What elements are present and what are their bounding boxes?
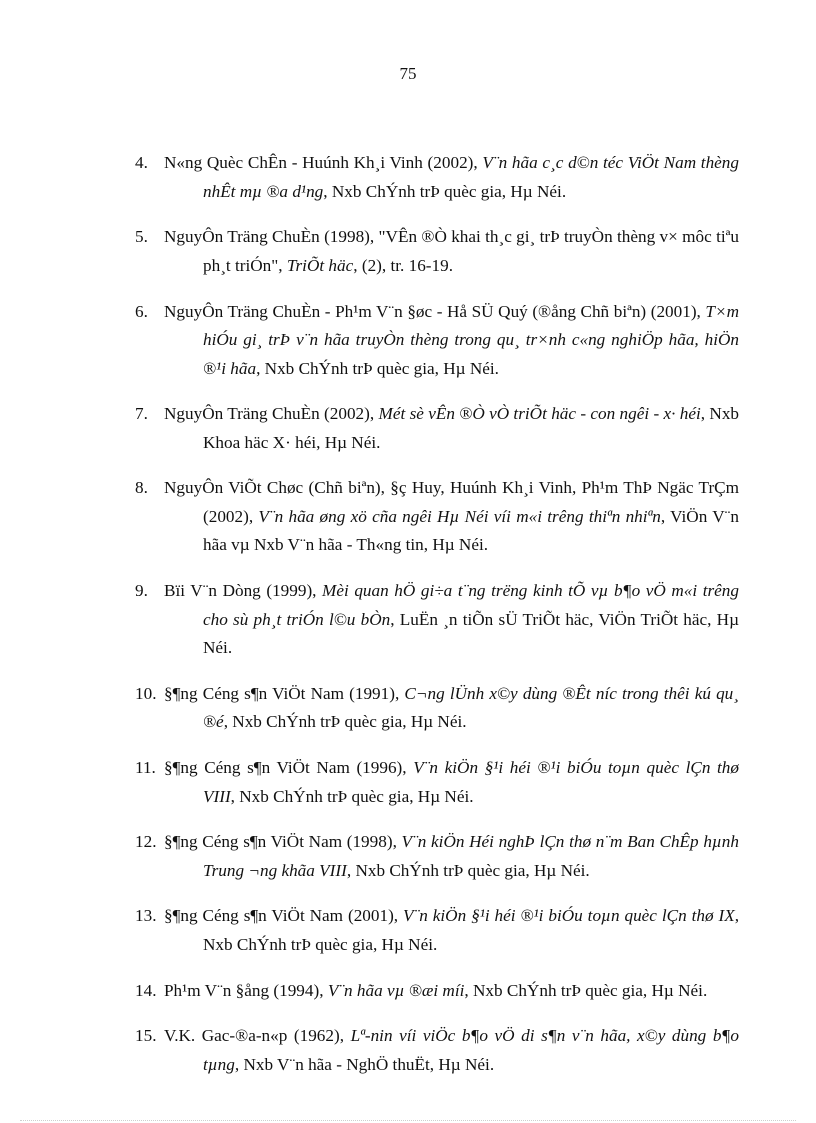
reference-authors: §¶ng Céng s¶n ViÖt Nam (1996), [164, 758, 414, 777]
reference-number: 14. [135, 980, 157, 1000]
reference-authors: §¶ng Céng s¶n ViÖt Nam (1998), [164, 832, 402, 852]
reference-item [135, 577, 739, 663]
page-number: 75 [399, 64, 417, 83]
reference-title: Mèi quan hÖ gi÷a t¨ng trëng kinh tÕ vµ b¶o vÖ m«i trêng cho sù ph¸t triÓn l©u bÒn [203, 581, 739, 629]
reference-list [135, 132, 739, 1087]
reference-title: TriÕt häc [286, 255, 354, 275]
reference-item [135, 754, 739, 811]
reference-authors: NguyÔn Träng ChuÈn (1998), "VÊn ®Ò khai th¸c gi¸ trÞ truyÒn thèng v× môc tiªu ph¸t triÓn", [164, 227, 739, 275]
reference-title: V¨n hãa vµ ®æi míi [327, 980, 465, 1000]
reference-number: 11. [135, 758, 156, 777]
reference-title: V¨n kiÖn §¹i héi ®¹i biÓu toµn quèc lÇn thø VIII [203, 758, 739, 806]
reference-item [135, 680, 739, 737]
reference-title: T×m hiÓu gi¸ trÞ v¨n hãa truyÒn thèng trong qu¸ tr×nh c«ng nghiÖp hãa, hiÖn ®¹i hãa [203, 301, 739, 378]
reference-publisher: , Nxb ChÝnh trÞ quèc gia, Hµ Néi. [256, 358, 499, 378]
reference-publisher: , Nxb V¨n hãa - NghÖ thuËt, Hµ Néi. [234, 1054, 495, 1074]
reference-number: 7. [135, 404, 148, 424]
reference-authors: §¶ng Céng s¶n ViÖt Nam (2001), [164, 906, 404, 926]
reference-item [135, 902, 739, 959]
reference-item [135, 298, 739, 384]
reference-number: 15. [135, 1026, 157, 1046]
reference-title: V¨n hãa øng xö cña ngêi Hµ Néi víi m«i trêng thiªn nhiªn [258, 506, 661, 526]
page-edge-divider [20, 1120, 796, 1121]
reference-number: 5. [135, 227, 148, 247]
reference-number: 8. [135, 478, 148, 498]
reference-publisher: , Nxb Khoa häc X· héi, Hµ Néi. [203, 404, 740, 452]
reference-number: 10. [135, 683, 157, 703]
reference-title: V¨n kiÖn §¹i héi ®¹i biÓu toµn quèc lÇn thø IX [403, 906, 735, 926]
reference-number: 12. [135, 832, 157, 852]
reference-authors: NguyÔn Träng ChuÈn (2002), [164, 404, 379, 424]
reference-publisher: , Nxb ChÝnh trÞ quèc gia, Hµ Néi. [223, 712, 467, 732]
reference-publisher: , Nxb ChÝnh trÞ quèc gia, Hµ Néi. [323, 181, 567, 201]
reference-authors: V.K. Gac-®a-n«p (1962), [164, 1026, 351, 1046]
reference-authors: NguyÔn ViÕt Chøc (Chñ biªn), §ç Huy, Huúnh Kh¸i Vinh, Ph¹m ThÞ Ngäc TrÇm (2002), [164, 478, 739, 526]
reference-authors: §¶ng Céng s¶n ViÖt Nam (1991), [164, 683, 405, 703]
reference-item [135, 828, 739, 885]
reference-title: C¬ng lÜnh x©y dùng ®Êt níc trong thêi kú qu¸ ®é [203, 683, 739, 732]
reference-number: 13. [135, 906, 157, 926]
reference-publisher: , Nxb ChÝnh trÞ quèc gia, Hµ Néi. [230, 786, 474, 806]
reference-item [135, 400, 739, 457]
reference-number: 6. [135, 301, 148, 321]
reference-item [135, 149, 739, 206]
reference-authors: Bïi V¨n Dòng (1999), [164, 581, 323, 601]
reference-publisher: , (2), tr. 16-19. [353, 255, 454, 275]
reference-number: 4. [135, 153, 148, 173]
reference-item [135, 474, 739, 560]
reference-title: Lª-nin víi viÖc b¶o vÖ di s¶n v¨n hãa, x©y dùng b¶o tµng [203, 1026, 739, 1074]
reference-publisher: , Nxb ChÝnh trÞ quèc gia, Hµ Néi. [203, 906, 740, 954]
reference-publisher: , Nxb ChÝnh trÞ quèc gia, Hµ Néi. [464, 980, 708, 1000]
reference-title: Mét sè vÊn ®Ò vÒ triÕt häc - con ngêi - x· héi [378, 404, 701, 424]
reference-title: V¨n hãa c¸c d©n téc ViÖt Nam thèng nhÊt mµ ®a d¹ng [203, 153, 739, 201]
reference-item [135, 977, 739, 1006]
reference-authors: NguyÔn Träng ChuÈn - Ph¹m V¨n §øc - Hå SÜ Quý (®ång Chñ biªn) (2001), [164, 301, 706, 321]
reference-publisher: , Nxb ChÝnh trÞ quèc gia, Hµ Néi. [346, 860, 590, 880]
reference-item [135, 1022, 739, 1079]
reference-authors: N«ng Quèc ChÊn - Huúnh Kh¸i Vinh (2002), [164, 153, 483, 173]
reference-number: 9. [135, 581, 148, 601]
reference-publisher: , ViÖn V¨n hãa vµ Nxb V¨n hãa - Th«ng tin, Hµ Néi. [203, 506, 739, 555]
reference-publisher: , LuËn ¸n tiÕn sÜ TriÕt häc, ViÖn TriÕt häc, Hµ Néi. [203, 609, 739, 658]
reference-item [135, 223, 739, 280]
reference-title: V¨n kiÖn Héi nghÞ lÇn thø n¨m Ban ChÊp hµnh Trung ¬ng khãa VIII [203, 832, 739, 880]
reference-authors: Ph¹m V¨n §ång (1994), [164, 980, 328, 1000]
